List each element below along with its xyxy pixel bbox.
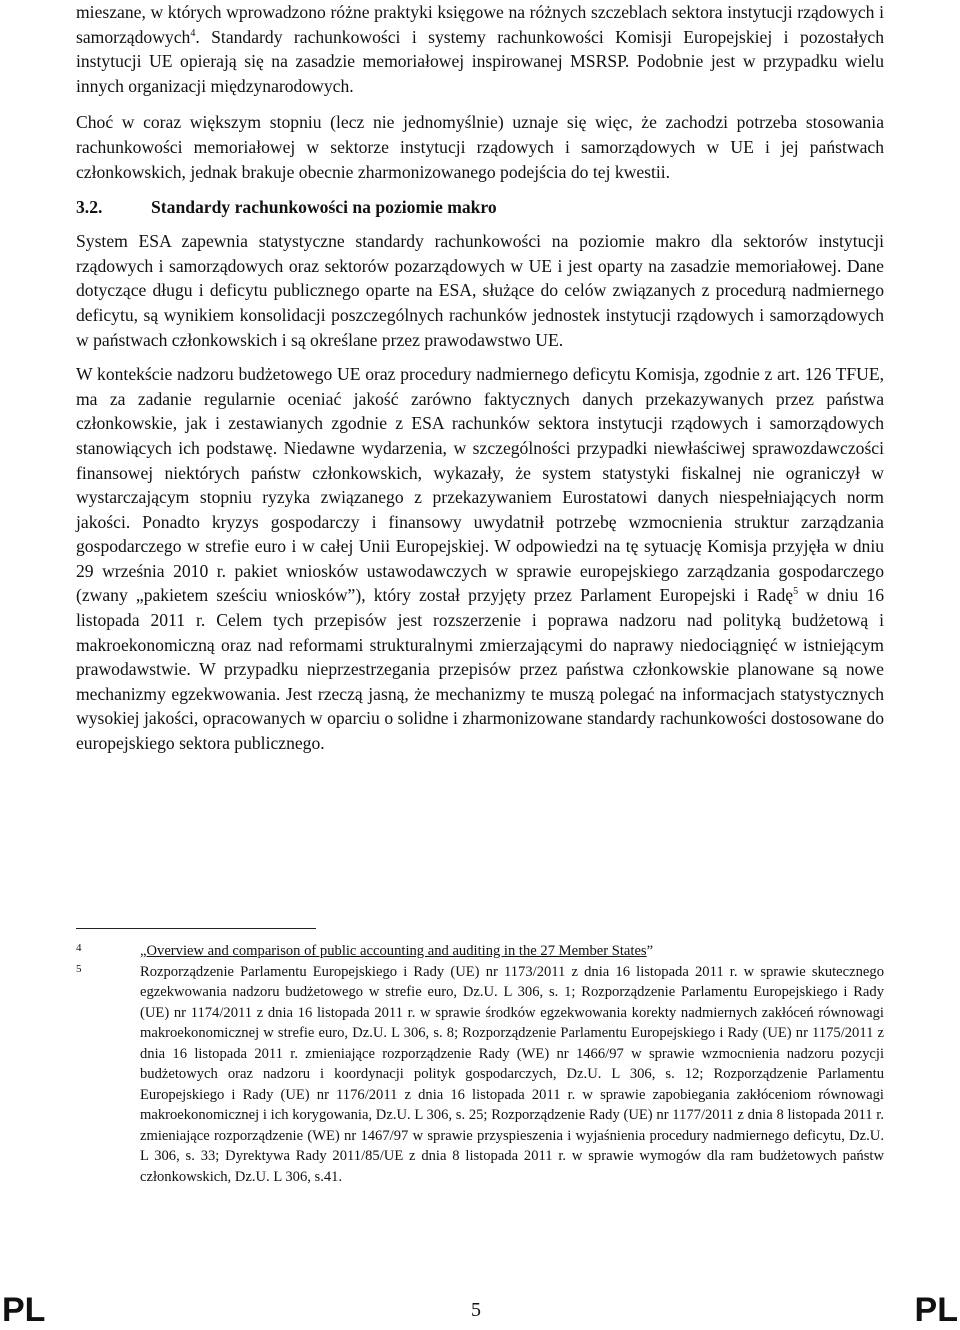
paragraph-1 [76, 0, 884, 98]
footnote-text: Rozporządzenie Parlamentu Europejskiego i Rady (UE) nr 1173/2011 z dnia 16 listopada 2011 r. w sprawie skutecznego egzekwowania nadzoru budżetowego w strefie euro, Dz.U. L 306, s. 1; Rozporządzenie Parlamentu Europejskiego i Rady (UE) nr 1174/2011 z dnia 16 listopada 2011 r. w sprawie środków egzekwowania korekty nadmiernych zakłóceń równowagi makroekonomicznej w strefie euro, Dz.U. L 306, s. 8; Rozporządzenie Parlamentu Europejskiego i Rady (UE) nr 1175/2011 z dnia 16 listopada 2011 r. zmieniające rozporządzenie Rady (WE) nr 1466/97 w sprawie wzmocnienia nadzoru pozycji budżetowych oraz nadzoru i koordynacji polityk gospodarczych, Dz.U. L 306, s. 12; Rozporządzenie Parlamentu Europejskiego i Rady (UE) nr 1176/2011 z dnia 16 listopada 2011 r. w sprawie zapobiegania zakłóceniom równowagi makroekonomicznej i ich korygowania, Dz.U. L 306, s. 25; Rozporządzenie Rady (UE) nr 1177/2011 z dnia 8 listopada 2011 r. zmieniające rozporządzenie (WE) nr 1467/97 w sprawie przyspieszenia i wyjaśnienia procedury nadmiernego deficytu, Dz.U. L 306, s. 33; Dyrektywa Rady 2011/85/UE z dnia 8 listopada 2011 r. w sprawie wymogów dla ram budżetowych państw członkowskich, Dz.U. L 306, s.41. [140, 963, 884, 1185]
section-heading [76, 195, 884, 219]
paragraph-2: Choć w coraz większym stopniu (lecz nie jednomyślnie) uznaje się więc, że zachodzi potrzeba stosowania rachunkowości memoriałowej w sektorze instytucji rządowych i samorządowych w UE i jej państwach członkowskich, jednak brakuje obecnie zharmonizowanego podejścia do tej kwestii. [76, 112, 884, 182]
paragraph-3: System ESA zapewnia statystyczne standardy rachunkowości na poziomie makro dla sektorów instytucji rządowych i samorządowych oraz sektorów pozarządowych w UE i jest oparty na zasadzie memoriałowej. Dane dotyczące długu i deficytu publicznego oparte na ESA, służące do celów związanych z procedurą nadmiernego deficytu, są wynikiem konsolidacji poszczególnych rachunków jednostek instytucji rządowych i samorządowych w państwach członkowskich i są określane przez prawodawstwo UE. [76, 231, 884, 350]
footnote-mark: 4 [76, 942, 82, 954]
footnote-link-title[interactable]: Overview and comparison of public accounting and auditing in the 27 Member States [146, 943, 647, 959]
paragraph-1-text-a: mieszane, w których wprowadzono różne praktyki księgowe na różnych szczeblach sektora instytucji rządowych i samorządowych [76, 2, 884, 47]
footer-language-right: PL [914, 1291, 958, 1329]
paragraph-4-text-a: W kontekście nadzoru budżetowego UE oraz procedury nadmiernego deficytu Komisja, zgodnie z art. 126 TFUE, ma za zadanie regularnie oceniać jakość zarówno faktycznych danych przekazywanych przez państwa członkowskie, jak i zestawianych zgodnie z ESA rachunków sektora instytucji rządowych i samorządowych stanowiących ich podstawę. Niedawne wydarzenia, w szczególności przypadki niewłaściwej sprawozdawczości finansowej niektórych państw członkowskich, wykazały, że system statystyki fiskalnej nie ograniczył w wystarczającym stopniu ryzyka związanego z przekazywaniem Eurostatowi danych niespełniających norm jakości. Ponadto kryzys gospodarczy i finansowy uwydatnił potrzebę wzmocnienia struktur zarządzania gospodarczego w strefie euro i w całej Unii Europejskiej. W odpowiedzi na tę sytuację Komisja przyjęła w dniu 29 września 2010 r. pakiet wniosków ustawodawczych w sprawie europejskiego zarządzania gospodarczego (zwany „pakietem sześciu wniosków”), który został przyjęty przez Parlament Europejski i Radę [76, 364, 884, 606]
footnote-mark: 5 [76, 962, 82, 975]
section-title: Standardy rachunkowości na poziomie makro [151, 197, 497, 218]
paragraph-4-text-b: w dniu 16 listopada 2011 r. Celem tych przepisów jest rozszerzenie i poprawa nadzoru nad polityką budżetową i makroekonomiczną oraz nad reformami strukturalnymi zmierzającymi do naprawy niedociągnięć w istniejącym prawodawstwie. W przypadku nieprzestrzegania przepisów przez państwa członkowskie planowane są nowe mechanizmy egzekwowania. Jest rzeczą jasną, że mechanizmy te muszą polegać na informacjach statystycznych wysokiej jakości, opracowanych w oparciu o solidne i zharmonizowane standardy rachunkowości dostosowane do europejskiego sektora publicznego. [76, 585, 884, 754]
footnote-5 [76, 962, 884, 1188]
footnotes [76, 941, 884, 1187]
footnote-ref-4[interactable]: 4 [190, 27, 196, 39]
footnote-ref-5[interactable]: 5 [793, 586, 799, 598]
footnote-text: „Overview and comparison of public accounting and auditing in the 27 Member States” [140, 943, 654, 959]
paragraph-1-text-b: . Standardy rachunkowości i systemy rachunkowości Komisji Europejskiej i pozostałych instytucji UE opierają się na zasadzie memoriałowej inspirowanej MSRSP. Podobnie jest w przypadku wielu innych organizacji międzynarodowych. [76, 26, 884, 96]
section-number: 3.2. [76, 197, 103, 218]
footnote-4 [76, 941, 884, 962]
paragraph-4 [76, 362, 884, 756]
footnote-separator [76, 928, 316, 929]
footer-language-left: PL [2, 1291, 46, 1329]
page-number: 5 [471, 1299, 481, 1321]
page-body [76, 0, 884, 756]
page-footer [0, 1290, 960, 1330]
